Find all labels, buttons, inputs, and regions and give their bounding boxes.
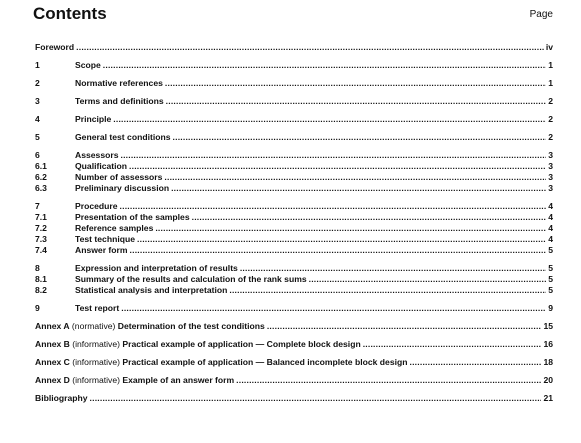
toc-entry-6-3[interactable] — [35, 183, 553, 194]
dot-leader — [173, 132, 547, 143]
toc-entry-text — [75, 60, 101, 71]
dot-leader — [229, 285, 546, 296]
toc-entry-number: 5 — [35, 132, 40, 142]
toc-entry-label: Normative references — [75, 78, 163, 88]
dot-leader — [164, 172, 546, 183]
toc-entry-number: 9 — [35, 303, 40, 313]
toc-entry-page-number: iv — [545, 42, 553, 52]
toc-entry-page-number: 5 — [548, 285, 553, 295]
toc-entry-line — [75, 161, 553, 172]
dot-leader — [363, 339, 542, 350]
dot-leader — [410, 357, 542, 368]
toc-entry-label: General test conditions — [75, 132, 171, 142]
toc-entry-number: 7 — [35, 201, 40, 211]
toc-entry-text — [75, 78, 163, 89]
toc-entry-annex-a[interactable] — [35, 321, 553, 332]
toc-entry-6-1[interactable] — [35, 161, 553, 172]
annex-title: Practical example of application — Balanced incomplete block design — [122, 357, 408, 367]
toc-entry-label: Annex C — [35, 357, 70, 367]
dot-leader — [90, 393, 542, 404]
toc-entry-number: 1 — [35, 60, 40, 70]
table-of-contents — [35, 42, 553, 404]
annex-type: (normative) — [69, 321, 118, 331]
toc-entry-annex-b[interactable] — [35, 339, 553, 350]
toc-entry-annex-d[interactable] — [35, 375, 553, 386]
toc-entry-label: Preliminary discussion — [75, 183, 170, 193]
toc-entry-number: 7.2 — [35, 223, 47, 233]
toc-entry-page-number: 5 — [548, 263, 553, 273]
dot-leader — [130, 245, 547, 256]
toc-entry-line — [35, 357, 553, 368]
toc-entry-foreword[interactable] — [35, 42, 553, 53]
toc-entry-8-2[interactable] — [35, 285, 553, 296]
toc-entry-label: Reference samples — [75, 223, 154, 233]
dot-leader — [137, 234, 546, 245]
toc-entry-number: 6 — [35, 150, 40, 160]
toc-entry-number: 4 — [35, 114, 40, 124]
toc-entry-line — [75, 234, 553, 245]
toc-entry-text — [75, 303, 119, 314]
toc-entry-label: Test technique — [75, 234, 136, 244]
toc-entry-line — [75, 96, 553, 107]
toc-entry-number: 6.1 — [35, 161, 47, 171]
toc-entry-line — [35, 339, 553, 350]
toc-entry-page-number: 15 — [543, 321, 553, 331]
dot-leader — [129, 161, 546, 172]
dot-leader — [120, 201, 547, 212]
toc-entry-page-number: 20 — [543, 375, 553, 385]
toc-entry-label: Terms and definitions — [75, 96, 164, 106]
toc-entry-text — [75, 285, 227, 296]
toc-entry-line — [35, 393, 553, 404]
toc-entry-text — [75, 201, 118, 212]
toc-entry-text — [75, 150, 118, 161]
toc-entry-page-number: 5 — [548, 274, 553, 284]
toc-entry-page-number: 1 — [548, 60, 553, 70]
toc-entry-6-2[interactable] — [35, 172, 553, 183]
toc-entry-text — [35, 393, 88, 404]
toc-entry-line — [75, 263, 553, 274]
toc-entry-line — [75, 274, 553, 285]
dot-leader — [76, 42, 544, 53]
dot-leader — [309, 274, 547, 285]
dot-leader — [171, 183, 546, 194]
toc-entry-label: Statistical analysis and interpretation — [75, 285, 228, 295]
toc-entry-line — [75, 285, 553, 296]
toc-entry-6[interactable] — [35, 150, 553, 161]
toc-entry-page-number: 3 — [548, 150, 553, 160]
dot-leader — [121, 303, 546, 314]
toc-entry-7-2[interactable] — [35, 223, 553, 234]
toc-entry-line — [75, 114, 553, 125]
toc-entry-7[interactable] — [35, 201, 553, 212]
toc-entry-line — [35, 375, 553, 386]
toc-entry-7-4[interactable] — [35, 245, 553, 256]
toc-entry-number: 8.1 — [35, 274, 47, 284]
toc-entry-line — [75, 201, 553, 212]
toc-entry-text — [75, 96, 164, 107]
annex-title: Practical example of application — Complete block design — [122, 339, 361, 349]
dot-leader — [113, 114, 546, 125]
dot-leader — [120, 150, 546, 161]
toc-entry-label: Foreword — [35, 42, 75, 52]
toc-entry-label: Scope — [75, 60, 101, 70]
toc-entry-line — [35, 42, 553, 53]
dot-leader — [192, 212, 547, 223]
toc-entry-label: Procedure — [75, 201, 118, 211]
toc-entry-text — [75, 274, 307, 285]
toc-entry-page-number: 16 — [543, 339, 553, 349]
toc-entry-text — [35, 339, 361, 350]
toc-entry-label: Annex D — [35, 375, 70, 385]
dot-leader — [103, 60, 546, 71]
toc-entry-label: Presentation of the samples — [75, 212, 190, 222]
toc-entry-line — [75, 132, 553, 143]
toc-entry-line — [75, 212, 553, 223]
annex-title: Example of an answer form — [122, 375, 235, 385]
toc-entry-label: Summary of the results and calculation of the rank sums — [75, 274, 307, 284]
toc-entry-line — [75, 223, 553, 234]
toc-entry-3[interactable] — [35, 96, 553, 107]
dot-leader — [236, 375, 541, 386]
toc-entry-text — [35, 42, 74, 53]
annex-type: (informative) — [69, 339, 123, 349]
toc-entry-text — [75, 183, 169, 194]
toc-entry-page-number: 2 — [548, 132, 553, 142]
toc-entry-page-number: 18 — [543, 357, 553, 367]
toc-entry-number: 7.1 — [35, 212, 47, 222]
toc-entry-label: Number of assessors — [75, 172, 163, 182]
toc-entry-page-number: 21 — [543, 393, 553, 403]
toc-entry-text — [75, 114, 111, 125]
toc-entry-page-number: 3 — [548, 183, 553, 193]
toc-entry-line — [75, 60, 553, 71]
toc-entry-9[interactable] — [35, 303, 553, 314]
toc-entry-number: 6.3 — [35, 183, 47, 193]
toc-entry-text — [35, 375, 234, 386]
toc-entry-page-number: 1 — [548, 78, 553, 88]
toc-entry-label: Annex B — [35, 339, 70, 349]
dot-leader — [165, 78, 546, 89]
toc-entry-8-1[interactable] — [35, 274, 553, 285]
toc-entry-label: Expression and interpretation of results — [75, 263, 238, 273]
toc-entry-5[interactable] — [35, 132, 553, 143]
toc-entry-label: Test report — [75, 303, 120, 313]
toc-entry-label: Answer form — [75, 245, 128, 255]
page-title: Contents — [33, 4, 107, 23]
toc-entry-text — [35, 321, 265, 332]
toc-entry-text — [75, 212, 190, 223]
toc-entry-line — [75, 183, 553, 194]
toc-entry-line — [75, 172, 553, 183]
toc-entry-label: Bibliography — [35, 393, 88, 403]
page-column-label: Page — [529, 9, 553, 20]
toc-entry-text — [35, 357, 408, 368]
annex-title: Determination of the test conditions — [117, 321, 265, 331]
toc-entry-page-number: 2 — [548, 96, 553, 106]
toc-entry-8[interactable] — [35, 263, 553, 274]
toc-entry-label: Principle — [75, 114, 112, 124]
toc-entry-line — [75, 78, 553, 89]
toc-entry-number: 7.3 — [35, 234, 47, 244]
toc-entry-4[interactable] — [35, 114, 553, 125]
toc-entry-label: Assessors — [75, 150, 119, 160]
toc-entry-2[interactable] — [35, 78, 553, 89]
toc-entry-number: 7.4 — [35, 245, 47, 255]
toc-entry-number: 2 — [35, 78, 40, 88]
toc-entry-number: 6.2 — [35, 172, 47, 182]
annex-type: (informative) — [69, 357, 123, 367]
toc-entry-line — [35, 321, 553, 332]
toc-entry-text — [75, 223, 153, 234]
toc-entry-page-number: 4 — [548, 234, 553, 244]
toc-entry-number: 8.2 — [35, 285, 47, 295]
dot-leader — [267, 321, 542, 332]
toc-entry-page-number: 9 — [548, 303, 553, 313]
toc-entry-page-number: 4 — [548, 223, 553, 233]
toc-entry-annex-c[interactable] — [35, 357, 553, 368]
toc-entry-text — [75, 245, 128, 256]
toc-entry-label: Qualification — [75, 161, 128, 171]
toc-entry-line — [75, 150, 553, 161]
toc-entry-bibliography[interactable] — [35, 393, 553, 404]
toc-entry-page-number: 2 — [548, 114, 553, 124]
toc-entry-number: 3 — [35, 96, 40, 106]
toc-entry-7-1[interactable] — [35, 212, 553, 223]
toc-entry-text — [75, 172, 162, 183]
dot-leader — [155, 223, 546, 234]
toc-entry-7-3[interactable] — [35, 234, 553, 245]
toc-entry-page-number: 3 — [548, 161, 553, 171]
dot-leader — [166, 96, 547, 107]
toc-entry-page-number: 4 — [548, 212, 553, 222]
toc-entry-text — [75, 263, 238, 274]
toc-entry-line — [75, 303, 553, 314]
annex-type: (informative) — [69, 375, 123, 385]
toc-entry-text — [75, 234, 135, 245]
toc-entry-1[interactable] — [35, 60, 553, 71]
toc-entry-text — [75, 132, 171, 143]
dot-leader — [240, 263, 546, 274]
toc-entry-label: Annex A — [35, 321, 70, 331]
toc-entry-text — [75, 161, 127, 172]
toc-entry-page-number: 4 — [548, 201, 553, 211]
toc-entry-page-number: 3 — [548, 172, 553, 182]
toc-entry-line — [75, 245, 553, 256]
toc-entry-page-number: 5 — [548, 245, 553, 255]
toc-entry-number: 8 — [35, 263, 40, 273]
